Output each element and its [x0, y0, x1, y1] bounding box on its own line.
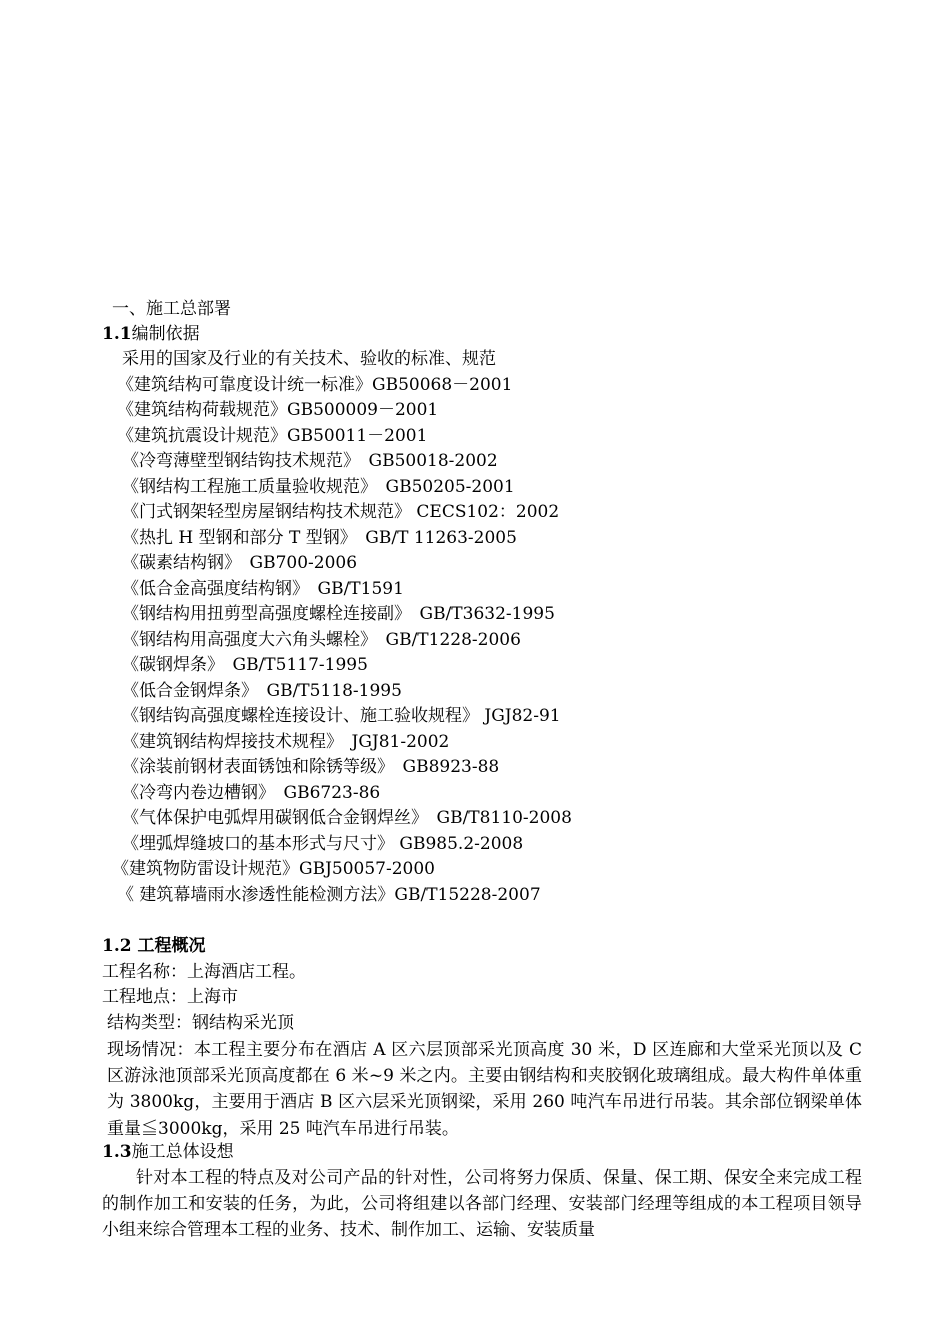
overall-plan-body: 针对本工程的特点及对公司产品的针对性，公司将努力保质、保量、保工期、保安全来完成工程的制作加工和安装的任务，为此，公司将组建以各部门经理、安装部门经理等组成的本工程项目领导小组来综合管理本工程的业务、技术、制作加工、运输、安装质量: [102, 1168, 862, 1241]
standard-item: 《门式钢架轻型房屋钢结构技术规范》 CECS102：2002: [122, 502, 560, 522]
standard-item: 《低合金高强度结构钢》 GB/T1591: [122, 579, 404, 599]
standard-item: 《建筑钢结构焊接技术规程》 JGJ81-2002: [122, 732, 450, 752]
site-situation: 现场情况：本工程主要分布在酒店 A 区六层顶部采光顶高度 30 米，D 区连廊和大堂采光顶以及 C 区游泳池顶部采光顶高度都在 6 米~9 米之内。主要由钢结构和夹胶钢化玻璃组成。最大构件单体重为 3800kg，主要用于酒店 B 区六层采光顶钢梁，采用 260 吨汽车吊进行吊装。其余部位钢梁单体重量≦3000kg，采用 25 吨汽车吊进行吊装。: [107, 1040, 862, 1139]
standard-item: 《 建筑幕墙雨水渗透性能检测方法》GB/T15228-2007: [117, 885, 541, 905]
standard-item: 《冷弯内卷边槽钢》 GB6723-86: [122, 783, 381, 803]
standard-item: 《碳素结构钢》 GB700-2006: [122, 553, 358, 573]
standard-item: 《建筑抗震设计规范》GB50011－2001: [117, 426, 428, 446]
standard-item: 《建筑结构可靠度设计统一标准》GB50068－2001: [117, 375, 513, 395]
section-title: 一、施工总部署: [112, 299, 231, 319]
standard-item: 《冷弯薄壁型钢结钩技术规范》 GB50018-2002: [122, 451, 498, 471]
subsection-1-2-heading: 1.2 工程概况: [102, 936, 206, 956]
standard-item: 《涂装前钢材表面锈蚀和除锈等级》 GB8923-88: [122, 757, 500, 777]
standard-item: 《建筑结构荷载规范》GB500009－2001: [117, 400, 439, 420]
subsection-1-3-heading: [102, 1140, 234, 1165]
standard-item: 《碳钢焊条》 GB/T5117-1995: [122, 655, 368, 675]
standard-item: 《钢结构用高强度大六角头螺栓》 GB/T1228-2006: [122, 630, 521, 650]
standards-intro: 采用的国家及行业的有关技术、验收的标准、规范: [122, 349, 496, 369]
standard-item: 《钢结构工程施工质量验收规范》 GB50205-2001: [122, 477, 515, 497]
standard-item: 《钢结构用扭剪型高强度螺栓连接副》 GB/T3632-1995: [122, 604, 555, 624]
structure-type: 结构类型：钢结构采光顶: [107, 1013, 294, 1033]
standard-item: 《建筑物防雷设计规范》GBJ50057-2000: [112, 859, 435, 879]
subsection-number: 1.1: [102, 324, 132, 344]
subsection-title: 编制依据: [131, 324, 200, 344]
standard-item: 《气体保护电弧焊用碳钢低合金钢焊丝》 GB/T8110-2008: [122, 808, 572, 828]
standard-item: 《热扎 H 型钢和部分 T 型钢》 GB/T 11263-2005: [122, 528, 517, 548]
standard-item: 《钢结钩高强度螺栓连接设计、施工验收规程》 JGJ82-91: [122, 706, 561, 726]
standard-item: 《低合金钢焊条》 GB/T5118-1995: [122, 681, 402, 701]
standard-item: 《埋弧焊缝坡口的基本形式与尺寸》 GB985.2-2008: [122, 834, 524, 854]
subsection-number: 1.3: [102, 1142, 132, 1162]
project-name: 工程名称：上海酒店工程。: [102, 962, 306, 982]
project-location: 工程地点：上海市: [102, 987, 238, 1007]
subsection-title: 施工总体设想: [131, 1142, 234, 1162]
subsection-1-1-heading: [102, 322, 200, 347]
